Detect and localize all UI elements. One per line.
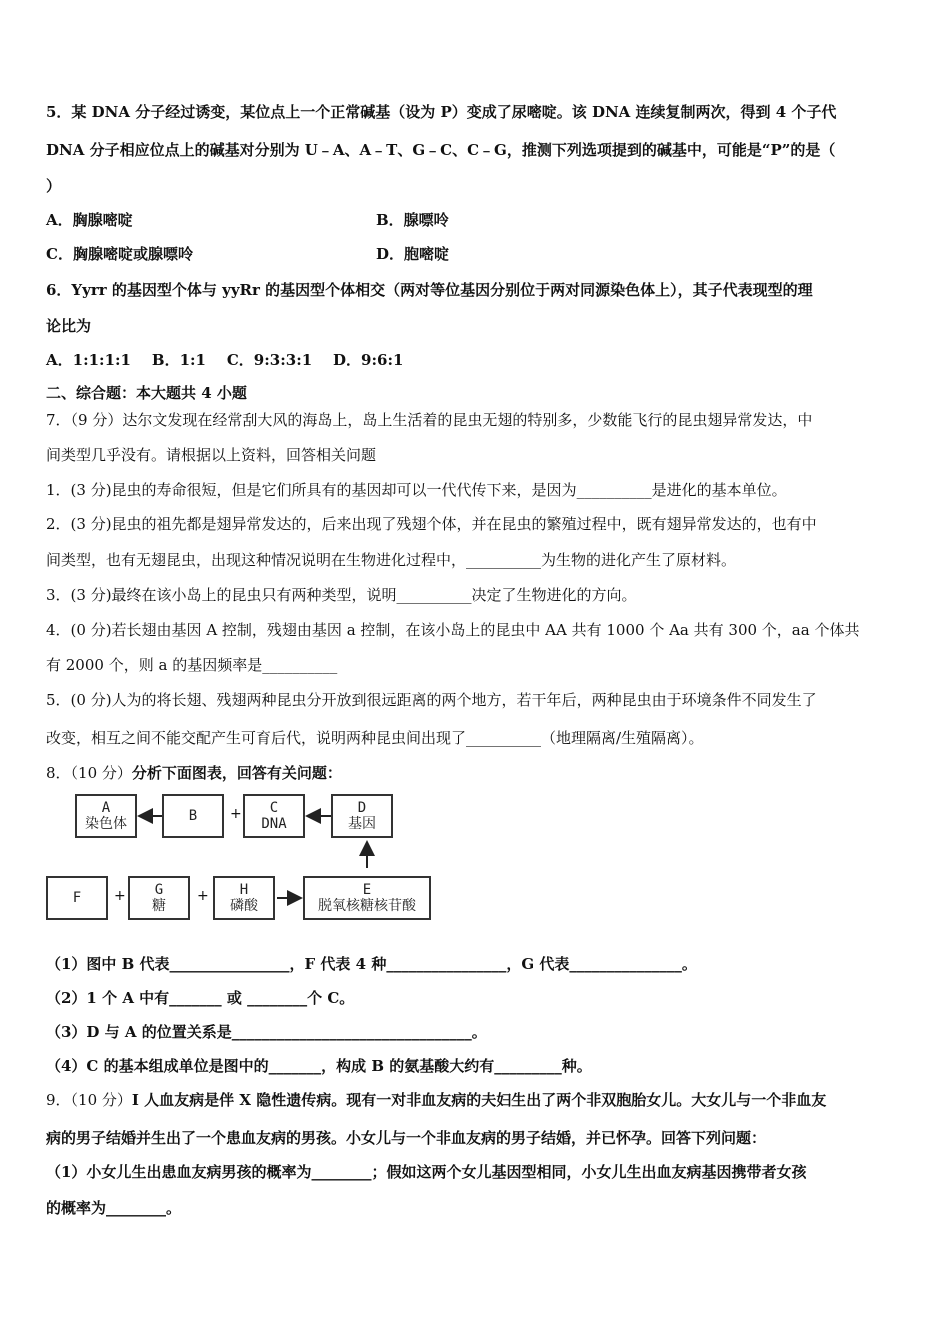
box-d — [331, 794, 393, 838]
q9-line4: 的概率为________。 — [46, 1199, 182, 1217]
q7-sub1: 1．(3 分)昆虫的寿命很短，但是它们所具有的基因却可以一代代传下来，是因为__________是进化的基本单位。 — [46, 481, 787, 499]
box-h-letter: H — [239, 882, 249, 898]
box-h-label: 磷酸 — [230, 898, 258, 914]
box-d-letter: D — [357, 800, 367, 816]
q5-line3: ） — [46, 177, 62, 195]
q5-option-d: D．胞嘧啶 — [376, 245, 450, 263]
box-b — [162, 794, 224, 838]
q7-sub4b: 有 2000 个，则 a 的基因频率是__________ — [46, 656, 338, 674]
q8-part3: （3）D 与 A 的位置关系是________________________________。 — [46, 1023, 487, 1041]
q8-part2: （2）1 个 A 中有_______ 或 ________个 C。 — [46, 989, 355, 1007]
plus-sign: + — [197, 888, 209, 904]
q6-line2: 论比为 — [46, 317, 92, 335]
q8-part1: （1）图中 B 代表________________，F 代表 4 种________________，G 代表_______________。 — [46, 955, 697, 973]
q6-options: A．1:1:1:1 B．1:1 C．9:3:3:1 D．9:6:1 — [46, 351, 404, 369]
q5-line2: DNA 分子相应位点上的碱基对分别为 U﹣A、A﹣T、G﹣C、C﹣G，推测下列选项提到的碱基中，可能是“P”的是（ — [46, 141, 836, 159]
box-g-label: 糖 — [152, 898, 166, 914]
box-c-letter: C — [269, 800, 279, 816]
box-c — [243, 794, 305, 838]
box-a-label: 染色体 — [85, 816, 127, 832]
q7-sub5a: 5．(0 分)人为的将长翅、残翅两种昆虫分开放到很远距离的两个地方，若干年后，两种昆虫由于环境条件不同发生了 — [46, 691, 817, 709]
q7-sub5b: 改变，相互之间不能交配产生可育后代，说明两种昆虫间出现了__________（地理隔离/生殖隔离）。 — [46, 729, 704, 747]
q9-number: 9．（10 分） — [46, 1091, 132, 1109]
q5-option-b: B．腺嘌呤 — [376, 211, 449, 229]
q8-title — [46, 763, 342, 783]
q9-line1-text: I 人血友病是伴 X 隐性遗传病。现有一对非血友病的夫妇生出了两个非双胞胎女儿。大女儿与一个非血友 — [131, 1091, 827, 1109]
plus-sign: + — [230, 806, 242, 822]
box-e — [303, 876, 431, 920]
box-f-letter: F — [72, 890, 82, 906]
box-h — [213, 876, 275, 920]
box-e-label: 脱氧核糖核苷酸 — [318, 898, 416, 914]
q7-sub2a: 2．(3 分)昆虫的祖先都是翅异常发达的，后来出现了残翅个体，并在昆虫的繁殖过程中，既有翅异常发达的，也有中 — [46, 515, 817, 533]
q6-line1: 6．Yyrr 的基因型个体与 yyRr 的基因型个体相交（两对等位基因分别位于两对同源染色体上），其子代表现型的理 — [46, 281, 813, 299]
section-heading: 二、综合题：本大题共 4 小题 — [46, 384, 247, 402]
box-a-letter: A — [101, 800, 111, 816]
q7-line1: 7．（9 分）达尔文发现在经常刮大风的海岛上，岛上生活着的昆虫无翅的特别多，少数能飞行的昆虫翅异常发达，中 — [46, 411, 813, 429]
box-a — [75, 794, 137, 838]
box-b-letter: B — [188, 808, 198, 824]
q5-option-c: C．胸腺嘧啶或腺嘌呤 — [46, 245, 193, 263]
box-g-letter: G — [154, 882, 164, 898]
q8-title-text: 分析下面图表，回答有关问题： — [131, 764, 342, 782]
q9-line2: 病的男子结婚并生出了一个患血友病的男孩。小女儿与一个非血友病的男子结婚，并已怀孕。回答下列问题： — [46, 1129, 767, 1147]
q5-line1: 5．某 DNA 分子经过诱变，某位点上一个正常碱基（设为 P）变成了尿嘧啶。该 DNA 连续复制两次，得到 4 个子代 — [46, 103, 837, 121]
q7-sub3: 3．(3 分)最终在该小岛上的昆虫只有两种类型，说明__________决定了生物进化的方向。 — [46, 586, 637, 604]
q7-line2: 间类型几乎没有。请根据以上资料，回答相关问题 — [46, 446, 377, 464]
q9-line3: （1）小女儿生出患血友病男孩的概率为________；假如这两个女儿基因型相同，小女儿生出血友病基因携带者女孩 — [46, 1163, 807, 1181]
q7-sub4a: 4．(0 分)若长翅由基因 A 控制，残翅由基因 a 控制，在该小岛上的昆虫中 AA 共有 1000 个 Aa 共有 300 个，aa 个体共 — [46, 621, 860, 639]
q8-number: 8．（10 分） — [46, 764, 132, 782]
box-d-label: 基因 — [348, 816, 376, 832]
box-c-label: DNA — [261, 816, 287, 832]
plus-sign: + — [114, 888, 126, 904]
q8-part4: （4）C 的基本组成单位是图中的_______，构成 B 的氨基酸大约有_________种。 — [46, 1057, 592, 1075]
q5-option-a: A．胸腺嘧啶 — [46, 211, 133, 229]
box-f — [46, 876, 108, 920]
box-e-letter: E — [362, 882, 372, 898]
box-g — [128, 876, 190, 920]
q7-sub2b: 间类型，也有无翅昆虫，出现这种情况说明在生物进化过程中，__________为生物的进化产生了原材料。 — [46, 551, 737, 569]
q9-line1 — [46, 1090, 826, 1110]
